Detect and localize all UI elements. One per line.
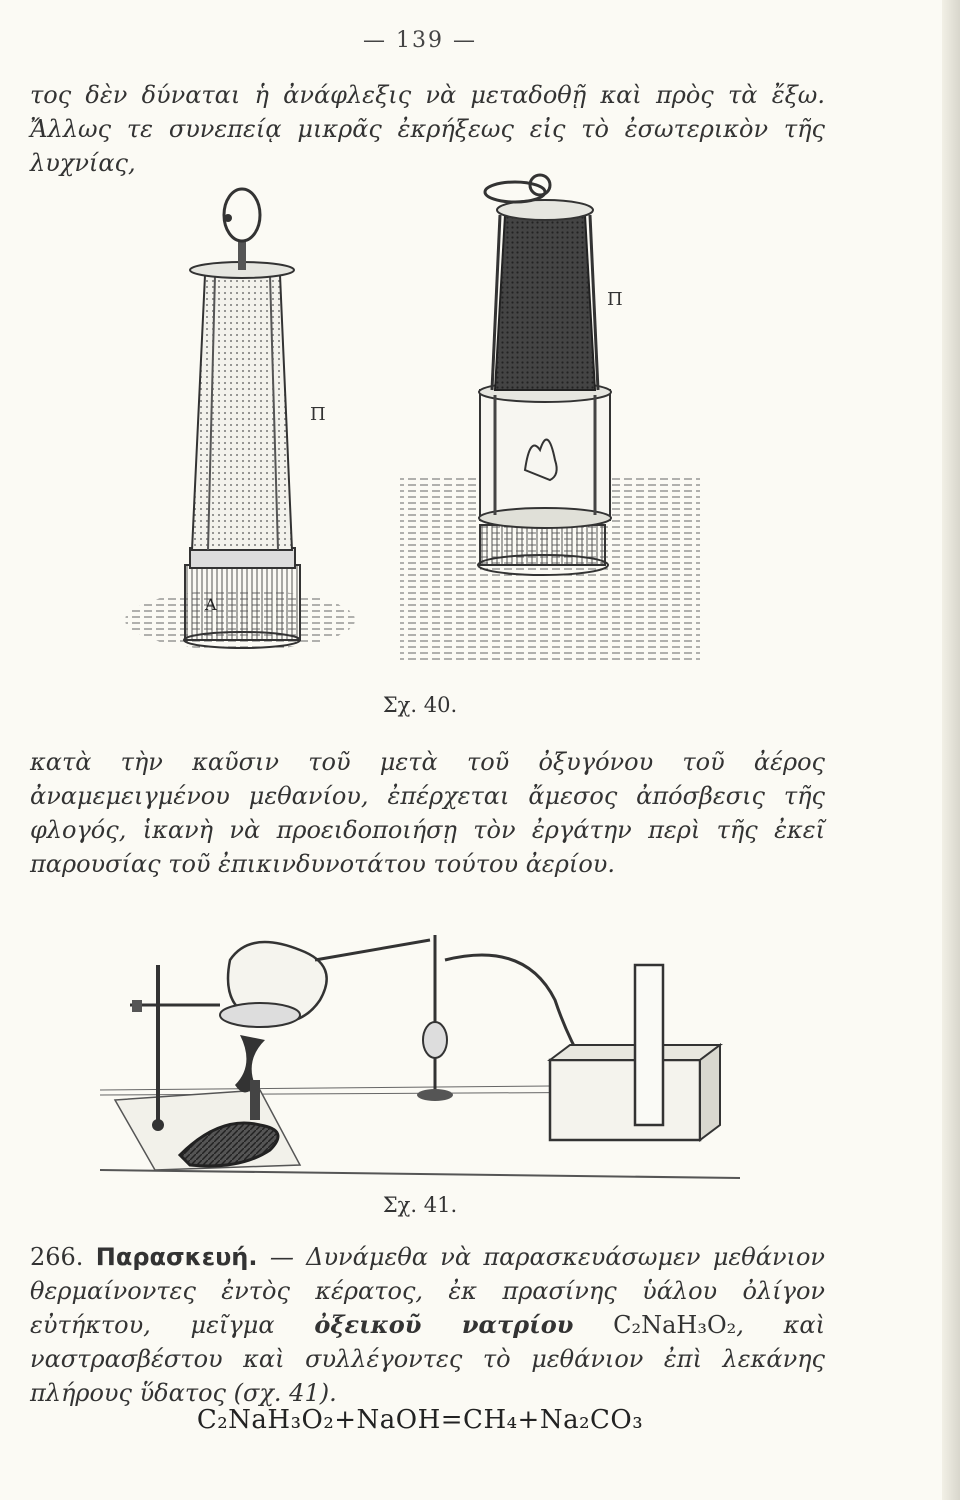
section-number: 266. [30,1243,84,1271]
figure-41-caption: Σχ. 41. [382,1193,458,1217]
right-lamp-glass [480,390,610,520]
left-lamp-label-p: Π [310,404,326,425]
page-number: — 139 — [363,28,477,53]
right-lamp-dark-gauze [495,215,595,390]
sodium-acetate-formula: C₂NaH₃O₂ [613,1311,737,1339]
section-text-a: — Δυνάμεθα νὰ παρασκευάσωμεν μεθάνιον θερμαίνοντες ἐντὸς κέρατος, ἐκ πρασίνης ὑάλου ὀλίγον εὐτήκτου, μεῖγμα [30,1243,825,1339]
collecting-cylinder [635,965,663,1125]
paragraph-middle [30,745,825,881]
reaction-equation: C₂NaH₃O₂+NaOH=CH₄+Na₂CO₃ [196,1405,644,1435]
right-lamp-ring [485,182,545,202]
paragraph-middle-text: κατὰ τὴν καῦσιν τοῦ μετὰ τοῦ ὀξυγόνου τοῦ ἀέρος ἀναμεμειγμένου μεθανίου, ἐπέρχεται ἄμεσος ἀπόσβεσις τῆς φλογός, ἱκανὴ νὰ προειδοποιήσῃ τὸν ἐργάτην περὶ τῆς ἐκεῖ παρουσίας τοῦ ἐπικινδυνοτάτου τούτου ἀερίου. [30,748,825,878]
right-lamp-label-p: Π [607,289,623,310]
section-text-b: , καὶ ναστρασβέστου καὶ συλλέγοντες τὸ μεθάνιον ἐπὶ λεκάνης πλήρους ὕδατος (σχ. 41). [30,1311,825,1407]
right-safety-lamp [400,175,700,660]
section-266-body [30,1240,825,1410]
table-edge [100,1170,740,1178]
left-lamp-label-a: Α [205,595,217,614]
water-trough [550,1060,700,1140]
paragraph-top-text: τος δὲν δύναται ἡ ἀνάφλεξις νὰ μεταδοθῇ καὶ πρὸς τὰ ἔξω. Ἄλλως τε συνεπείᾳ μικρᾶς ἐκρήξεως εἰς τὸ ἐσωτερικὸν τῆς λυχνίας, [30,81,825,177]
figure-40-safety-lamps [120,170,720,670]
paragraph-top [30,78,825,180]
figure-41-apparatus [100,920,760,1190]
sodium-acetate-term: ὀξεικοῦ νατρίου [314,1310,574,1339]
paragraph-section-266 [30,1240,825,1410]
left-lamp-base [185,565,300,640]
figure-40-caption: Σχ. 40. [382,693,458,717]
section-title: Παρασκευή. [95,1243,258,1271]
left-safety-lamp [125,189,355,650]
